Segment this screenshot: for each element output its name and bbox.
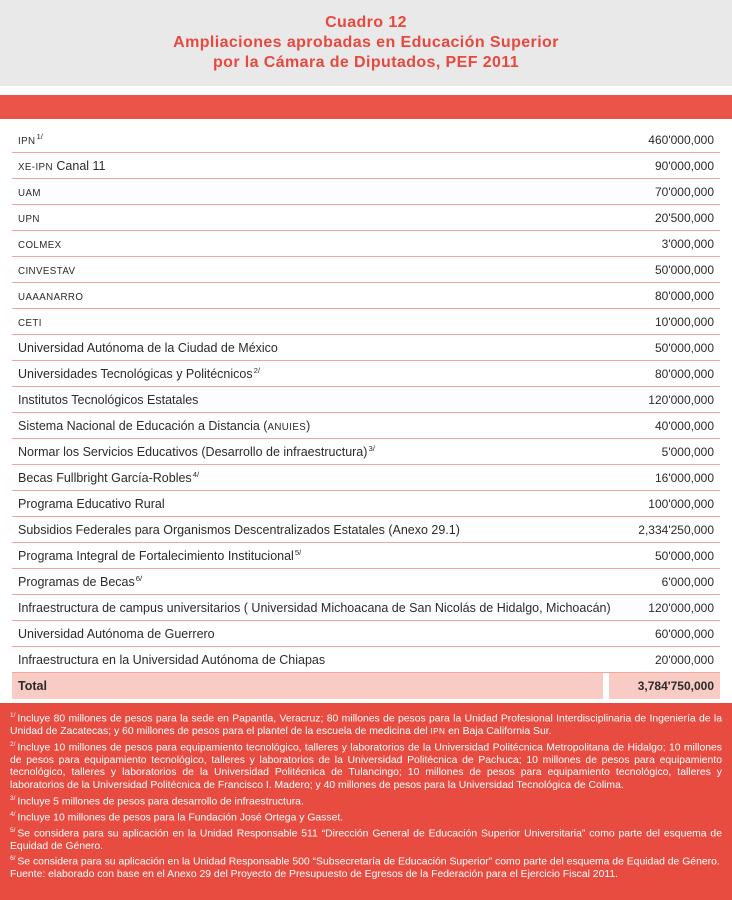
footnote-marker: 4/: [10, 810, 16, 818]
text-segment: Incluye 10 millones de pesos para la Fundación José Ortega y Gasset.: [17, 812, 344, 824]
row-label: [18, 419, 310, 433]
row-label: [18, 263, 75, 277]
text-segment: en Baja California Sur.: [445, 726, 552, 738]
table-row: [12, 517, 720, 543]
total-row: [12, 673, 720, 699]
table-row: [12, 595, 720, 621]
acronym-smallcaps: CETI: [18, 317, 42, 329]
table-row: [12, 127, 720, 153]
row-amount: 60'000,000: [654, 626, 714, 641]
row-amount: 10'000,000: [654, 314, 714, 329]
row-label: [18, 366, 260, 381]
footnote-marker: 1/: [36, 131, 43, 141]
table-row: [12, 387, 720, 413]
text-segment: Infraestructura en la Universidad Autónoma de Chiapas: [18, 652, 326, 667]
total-amount: 3,784'750,000: [609, 673, 720, 699]
acronym-smallcaps: XE-IPN: [18, 161, 53, 173]
title-line-3: por la Cámara de Diputados, PEF 2011: [212, 54, 520, 71]
footnotes: [0, 703, 732, 900]
footnote: [10, 853, 722, 869]
row-amount: 5'000,000: [661, 444, 714, 459]
text-segment: Subsidios Federales para Organismos Descentralizados Estatales (Anexo 29.1): [18, 522, 460, 537]
text-segment: ): [306, 418, 311, 433]
table-row: [12, 361, 720, 387]
table-row: [12, 231, 720, 257]
row-label: [18, 470, 199, 485]
text-segment: Incluye 10 millones de pesos para equipamiento tecnológico, talleres y laboratorios de la Universidad Politécnica Metropolitana de Hidalgo; 10 millones de pesos para equipamiento tecnológico, talleres y laboratorios de la Universidad Politécnica de Pachuca; 10 millones de pesos para equipamiento tecnológico, talleres y laboratorios de la Universidad Politécnica de Tulancingo; 10 millones de pesos para equipamiento tecnológico, talleres y laboratorios de la Universidad Politécnica de Francisco I. Madero; y 40 millones de pesos para la Universidad Tecnológica de Colima.: [10, 742, 722, 791]
row-amount: 70'000,000: [654, 184, 714, 199]
row-label: [18, 627, 215, 641]
row-label: [18, 548, 301, 563]
row-amount: 6'000,000: [661, 574, 714, 589]
text-segment: Sistema Nacional de Educación a Distancia (: [18, 418, 268, 433]
acronym-smallcaps: UPN: [18, 213, 40, 225]
footnote-marker: 2/: [253, 365, 261, 375]
text-segment: Fuente: elaborado con base en el Anexo 29 del Proyecto de Presupuesto de Egresos de la Federación para el Ejercicio Fiscal 2011.: [10, 869, 619, 881]
text-segment: Programa Educativo Rural: [18, 496, 165, 511]
table-row: [12, 465, 720, 491]
footnote-marker: 2/: [10, 740, 16, 748]
table-row: [12, 413, 720, 439]
row-amount: 100'000,000: [648, 496, 714, 511]
text-segment: Se considera para su aplicación en la Unidad Responsable 511 “Dirección General de Educación Superior Universitaria” como parte del esquema de Equidad de Género.: [10, 828, 722, 852]
total-label: Total: [12, 673, 603, 699]
row-label: [18, 185, 41, 199]
footnote-marker: 3/: [368, 443, 375, 453]
footnote: [10, 739, 722, 793]
text-segment: Programa Integral de Fortalecimiento Institucional: [18, 549, 294, 564]
footnote: [10, 809, 722, 825]
row-label: [18, 159, 106, 173]
row-label: [18, 574, 142, 589]
row-label: [18, 289, 83, 303]
title-line-1: Cuadro 12: [325, 14, 407, 31]
table-row: [12, 309, 720, 335]
table-row: [12, 621, 720, 647]
footnote-marker: 1/: [10, 712, 16, 719]
table-title: [0, 0, 732, 86]
row-label: [18, 497, 165, 511]
row-label: [18, 444, 375, 459]
text-segment: Institutos Tecnológicos Estatales: [18, 392, 199, 407]
acronym-smallcaps: UAM: [18, 187, 41, 199]
text-segment: Becas Fullbright García-Robles: [18, 471, 192, 486]
table-row: [12, 179, 720, 205]
row-label: [18, 653, 325, 667]
budget-table: [12, 127, 720, 673]
row-amount: 50'000,000: [654, 548, 714, 563]
row-amount: 120'000,000: [648, 392, 714, 407]
source-line: [10, 869, 722, 882]
text-segment: Programas de Becas: [18, 575, 135, 590]
row-amount: 2,334'250,000: [638, 522, 714, 537]
acronym-smallcaps: UAAANARRO: [18, 291, 84, 303]
row-label: [18, 315, 42, 329]
row-amount: 80'000,000: [654, 366, 714, 381]
row-label: [18, 211, 40, 225]
text-segment: Incluye 80 millones de pesos para la sede en Papantla, Veracruz; 80 millones de pesos para la Unidad Profesional Interdisciplinaria de Ingeniería de la Unidad de Zacatecas; y 60 millones de pesos para el plantel de la escuela de medicina del: [10, 713, 722, 738]
table-row: [12, 439, 720, 465]
table-row: [12, 257, 720, 283]
row-label: [18, 132, 43, 147]
row-amount: 80'000,000: [654, 288, 714, 303]
footnote-marker: 5/: [10, 826, 16, 834]
row-amount: 40'000,000: [654, 418, 714, 433]
table-row: [12, 543, 720, 569]
row-amount: 3'000,000: [661, 236, 714, 251]
row-label: [18, 393, 198, 407]
footnote-marker: 4/: [192, 469, 200, 479]
row-label: [18, 523, 460, 537]
table-row: [12, 491, 720, 517]
row-amount: 20'000,000: [654, 652, 714, 667]
row-amount: 50'000,000: [654, 262, 714, 277]
footnote-marker: 6/: [10, 855, 16, 863]
row-amount: 16'000,000: [654, 470, 714, 485]
table-header-bar: [0, 95, 732, 119]
row-amount: 90'000,000: [654, 158, 714, 173]
table-row: [12, 153, 720, 179]
row-amount: 50'000,000: [654, 340, 714, 355]
footnote-marker: 5/: [294, 547, 302, 557]
row-label: [18, 237, 62, 251]
row-amount: 460'000,000: [648, 132, 714, 147]
text-segment: Incluye 5 millones de pesos para desarrollo de infraestructura.: [17, 795, 304, 807]
table-row: [12, 647, 720, 673]
row-amount: 120'000,000: [648, 600, 714, 615]
table-row: [12, 205, 720, 231]
footnote: [10, 793, 722, 809]
row-amount: 20'500,000: [654, 210, 714, 225]
text-segment: Universidad Autónoma de Guerrero: [18, 626, 215, 641]
text-segment: Universidad Autónoma de la Ciudad de México: [18, 340, 278, 355]
text-segment: Se considera para su aplicación en la Unidad Responsable 500 “Subsecretaría de Educación Superior” como parte del esquema de Equidad de Género.: [17, 856, 720, 868]
footnote: [10, 710, 722, 739]
footnote: [10, 825, 722, 854]
row-label: [18, 341, 278, 355]
text-segment: Canal 11: [52, 158, 106, 173]
text-segment: Normar los Servicios Educativos (Desarrollo de infraestructura): [18, 445, 368, 460]
text-segment: Infraestructura de campus universitarios ( Universidad Michoacana de San Nicolás de Hidalgo, Michoacán): [18, 600, 611, 615]
acronym-smallcaps: IPN: [430, 727, 446, 737]
footnote-marker: 6/: [135, 573, 143, 583]
acronym-smallcaps: CINVESTAV: [18, 265, 76, 277]
acronym-smallcaps: IPN: [18, 136, 36, 148]
table-row: [12, 283, 720, 309]
table-row: [12, 335, 720, 361]
text-segment: Universidades Tecnológicas y Politécnicos: [18, 367, 253, 382]
table-row: [12, 569, 720, 595]
row-label: [18, 601, 611, 615]
acronym-smallcaps: ANUIES: [267, 421, 307, 433]
footnote-marker: 3/: [10, 794, 16, 802]
title-line-2: Ampliaciones aprobadas en Educación Superior: [173, 34, 559, 51]
acronym-smallcaps: COLMEX: [18, 239, 62, 251]
